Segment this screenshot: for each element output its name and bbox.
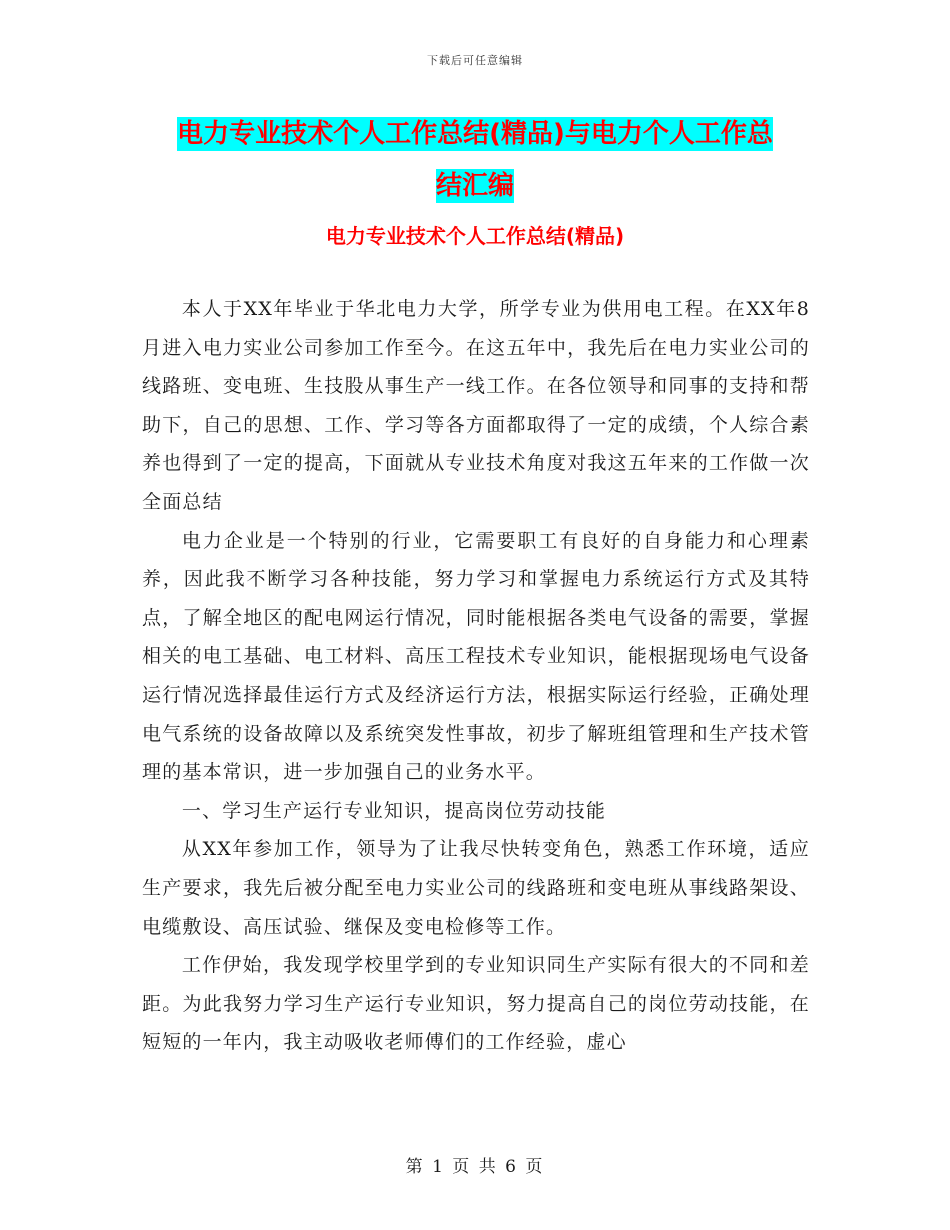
paragraph: 电力企业是一个特别的行业，它需要职工有良好的自身能力和心理素养，因此我不断学习各种技能，努力学习和掌握电力系统运行方式及其特点，了解全地区的配电网运行情况，同时能根据各类电气设备的需要，掌握相关的电工基础、电工材料、高压工程技术专业知识，能根据现场电气设备运行情况选择最佳运行方式及经济运行方法，根据实际运行经验，正确处理电气系统的设备故障以及系统突发性事故，初步了解班组管理和生产技术管理的基本常识，进一步加强自己的业务水平。 <box>142 529 810 784</box>
document-title-line-2: 结汇编 <box>435 171 514 201</box>
page-header: 下载后可任意编辑 <box>427 54 523 67</box>
paragraph: 本人于XX年毕业于华北电力大学，所学专业为供用电工程。在XX年8月进入电力实业公司参加工作至今。在这五年中，我先后在电力实业公司的线路班、变电班、生技股从事生产一线工作。在各位领导和同事的支持和帮助下，自己的思想、工作、学习等各方面都取得了一定的成绩，个人综合素养也得到了一定的提高，下面就从专业技术角度对我这五年来的工作做一次全面总结 <box>142 298 810 513</box>
subheading: 一、学习生产运行专业知识，提高岗位劳动技能 <box>181 799 607 822</box>
body-text <box>142 290 810 1062</box>
document-title <box>140 108 810 212</box>
paragraph: 从XX年参加工作，领导为了让我尽快转变角色，熟悉工作环境，适应生产要求，我先后被分配至电力实业公司的线路班和变电班从事线路架设、电缆敷设、高压试验、继保及变电检修等工作。 <box>142 838 810 938</box>
document-title-line-1: 电力专业技术个人工作总结(精品)与电力个人工作总 <box>177 119 773 149</box>
page-number: 第 1 页 共 6 页 <box>405 1157 545 1177</box>
section-title: 电力专业技术个人工作总结(精品) <box>325 224 625 248</box>
paragraph: 工作伊始，我发现学校里学到的专业知识同生产实际有很大的不同和差距。为此我努力学习生产运行专业知识，努力提高自己的岗位劳动技能，在短短的一年内，我主动吸收老师傅们的工作经验，虚心 <box>142 954 810 1054</box>
